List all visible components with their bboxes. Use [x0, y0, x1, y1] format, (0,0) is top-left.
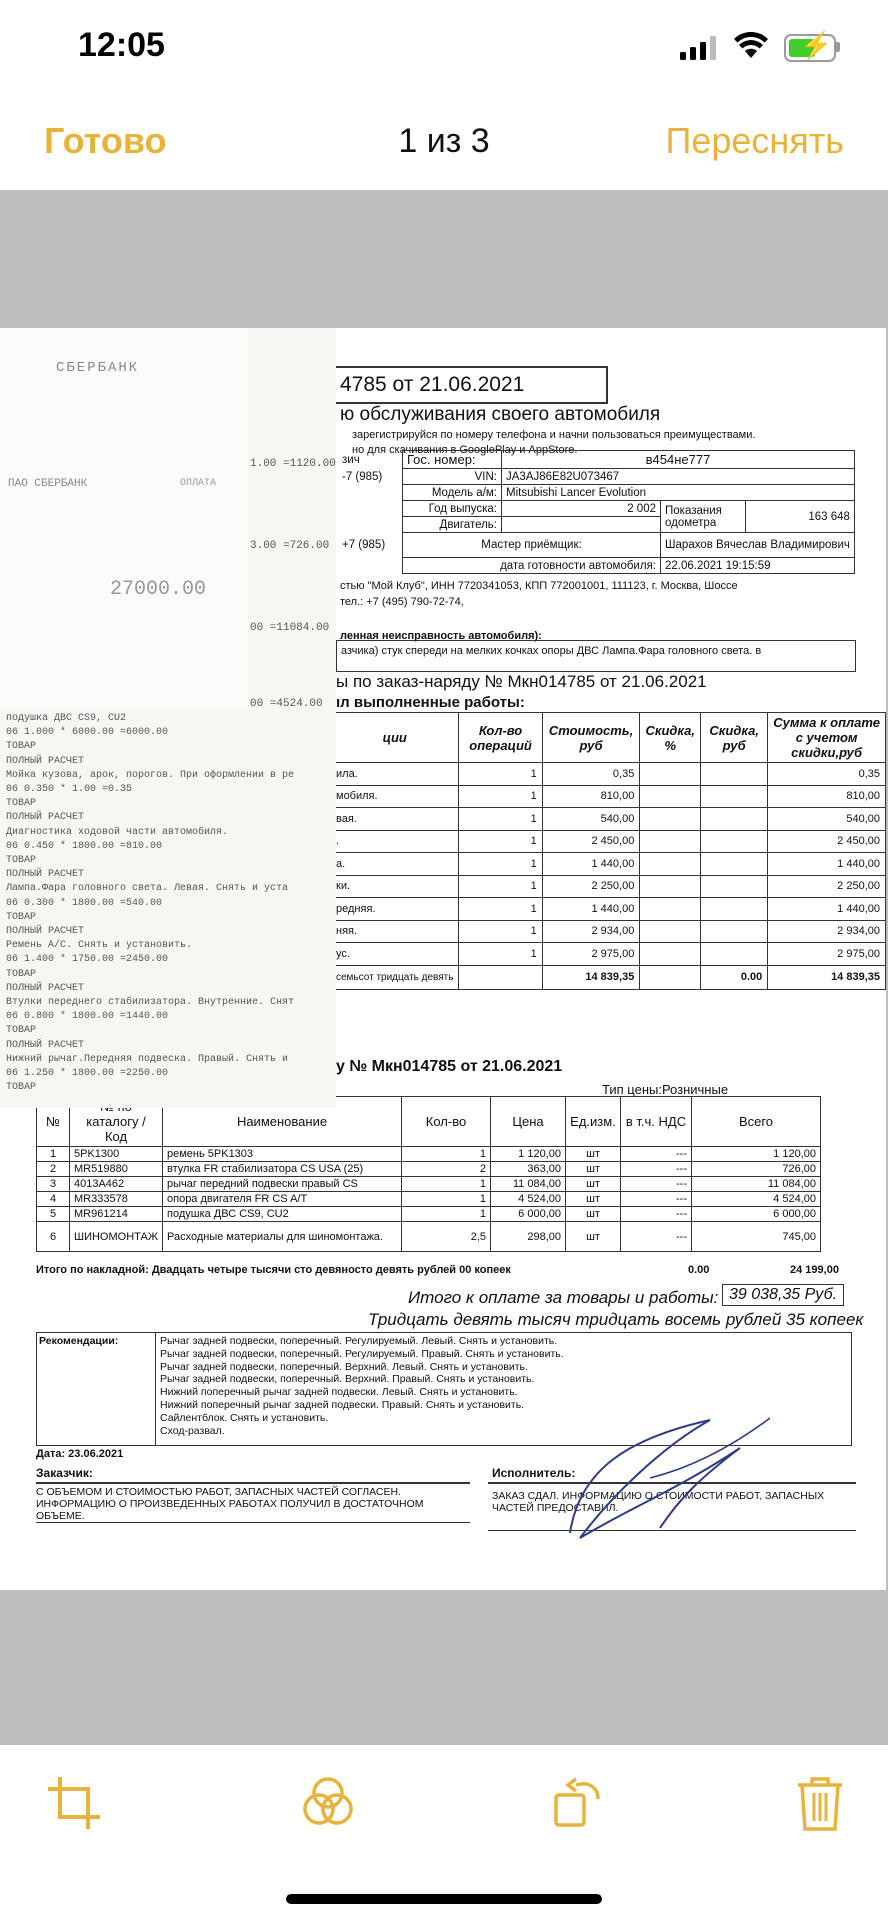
goods-cell: 11 084,00 — [491, 1177, 566, 1192]
receipt-line: ПОЛНЫЙ РАСЧЕТ — [6, 869, 85, 881]
goods-row — [37, 1177, 821, 1192]
model-value: Mitsubishi Lancer Evolution — [502, 485, 855, 501]
document-title: 4785 от 21.06.2021 — [332, 366, 608, 404]
goods-cell: 5PK1300 — [70, 1147, 163, 1162]
works-cell: 810,00 — [768, 785, 886, 808]
customer-text: С ОБЪЕМОМ И СТОИМОСТЬЮ РАБОТ, ЗАПАСНЫХ ЧАСТЕЙ СОГЛАСЕН. ИНФОРМАЦИЮ О ПРОИЗВЕДЕННЫХ РАБОТАХ ПОЛУЧИЛ В ДОСТАТОЧНОМ ОБЪЕМЕ. — [36, 1482, 470, 1523]
goods-cell: 1 — [402, 1192, 491, 1207]
battery-cap — [836, 42, 840, 52]
works-cell: 1 — [459, 853, 542, 876]
works-body — [331, 763, 886, 966]
works-cell — [701, 920, 768, 943]
ready-date-label: дата готовности автомобиля: — [403, 558, 661, 574]
receipt-line: 06 1.400 * 1750.00 =2450.00 — [6, 954, 169, 966]
works-cell: 2 450,00 — [542, 830, 640, 853]
works-cell: 1 440,00 — [542, 898, 640, 921]
filter-icon[interactable] — [298, 1773, 358, 1833]
ready-date-value: 22.06.2021 19:15:59 — [661, 558, 855, 574]
goods-cell: 6 000,00 — [491, 1207, 566, 1222]
goods-header: Всего — [692, 1097, 821, 1147]
recommendation-item: Сход-развал. — [160, 1424, 225, 1437]
goods-total-sum: 24 199,00 — [790, 1264, 839, 1276]
goods-cell: --- — [621, 1222, 692, 1252]
goods-cell: опора двигателя FR CS A/T — [163, 1192, 402, 1207]
goods-cell: 1 120,00 — [692, 1147, 821, 1162]
promo-line: но для скачивания в GooglePlay и AppStore. — [352, 444, 578, 456]
receipt-header — [0, 328, 248, 708]
goods-cell: 2 — [37, 1162, 70, 1177]
goods-cell: шт — [566, 1222, 621, 1252]
receipt-line: Ремень А/С. Снять и установить. — [6, 940, 193, 952]
works-cell: няя. — [331, 920, 459, 943]
receipt-line: ТОВАР — [6, 968, 37, 980]
receipt-line: ТОВАР — [6, 798, 37, 810]
receipt-line: Втулки переднего стабилизатора. Внутренние. Снят — [6, 997, 295, 1009]
works-cell — [640, 763, 701, 786]
model-label: Модель а/м: — [403, 485, 502, 501]
goods-cell: шт — [566, 1162, 621, 1177]
receipt-line: 06 0.300 * 1800.00 =540.00 — [6, 897, 163, 909]
works-cell: 2 934,00 — [542, 920, 640, 943]
goods-header: № — [37, 1097, 70, 1147]
charging-bolt-icon: ⚡ — [800, 30, 833, 60]
goods-header: Кол-во — [402, 1097, 491, 1147]
phone-fragment: +7 (985) — [342, 539, 386, 551]
signature — [540, 1408, 780, 1548]
works-cell — [701, 875, 768, 898]
goods-cell: 745,00 — [692, 1222, 821, 1252]
works-cell: 1 — [459, 943, 542, 966]
works-cell — [701, 853, 768, 876]
retake-button[interactable]: Переснять — [665, 120, 844, 161]
goods-cell: 4 — [37, 1192, 70, 1207]
done-button[interactable]: Готово — [44, 120, 167, 161]
odometer-label: Показания одометра — [661, 501, 746, 533]
receipt-line: ТОВАР — [6, 741, 37, 753]
works-cell: 1 440,00 — [768, 853, 886, 876]
recommendation-item: Рычаг задней подвески, поперечный. Верхний. Левый. Снять и установить. — [160, 1360, 528, 1373]
goods-cell: шт — [566, 1192, 621, 1207]
works-cell: 0,35 — [768, 763, 886, 786]
recommendation-item: Рычаг задней подвески, поперечный. Верхний. Правый. Снять и установить. — [160, 1373, 535, 1386]
goods-total-label: Итого по накладной: Двадцать четыре тысячи сто девяносто девять рублей 00 копеек — [36, 1264, 511, 1276]
engine-label: Двигатель: — [403, 517, 502, 533]
receipt-line: 06 1.000 * 6000.00 =6000.00 — [6, 727, 169, 739]
plate-label: Гос. номер: — [403, 451, 502, 469]
works-cell: 1 — [459, 898, 542, 921]
works-cell: редняя. — [331, 898, 459, 921]
works-cell — [640, 943, 701, 966]
works-cell: 2 250,00 — [768, 875, 886, 898]
receipt-line: Диагностика ходовой части автомобиля. — [6, 826, 229, 838]
recommendation-item: Сайлентблок. Снять и установить. — [160, 1411, 329, 1424]
goods-cell: подушка ДВС CS9, CU2 — [163, 1207, 402, 1222]
receipt-line: подушка ДВС CS9, CU2 — [6, 713, 127, 724]
goods-cell: 11 084,00 — [692, 1177, 821, 1192]
price-type: Тип цены:Розничные — [602, 1082, 729, 1097]
works-cell: 2 934,00 — [768, 920, 886, 943]
goods-cell: --- — [621, 1192, 692, 1207]
receipt-line: ПОЛНЫЙ РАСЧЕТ — [6, 812, 85, 824]
works-cell — [701, 898, 768, 921]
works-cell: 540,00 — [542, 808, 640, 831]
plate-value: в454не777 — [502, 451, 855, 469]
client-fragment: зич — [342, 453, 360, 466]
goods-cell: шт — [566, 1147, 621, 1162]
goods-table — [36, 1096, 821, 1252]
goods-cell: 5 — [37, 1207, 70, 1222]
grand-total-value: 39 038,35 Руб. — [722, 1284, 844, 1306]
navigation-bar — [0, 100, 888, 190]
works-cell — [640, 830, 701, 853]
receipt-line: Мойка кузова, арок, порогов. При оформлении в ре — [6, 769, 295, 781]
receipt-lines — [6, 712, 294, 1095]
goods-row — [37, 1207, 821, 1222]
receipt-line: ПОЛНЫЙ РАСЧЕТ — [6, 926, 85, 938]
company-line: стью "Мой Клуб", ИНН 7720341053, КПП 772001001, 111123, г. Москва, Шоссе — [340, 580, 738, 592]
phone-fragment: -7 (985) — [342, 470, 383, 483]
document-subtitle: ю обслуживания своего автомобиля — [340, 404, 661, 425]
works-row — [331, 898, 886, 921]
works-cell: 1 — [459, 920, 542, 943]
works-cell: 810,00 — [542, 785, 640, 808]
goods-header: Наименование — [163, 1097, 402, 1147]
works-total-label: семьсот тридцать девять — [331, 965, 459, 989]
works-cell: ила. — [331, 763, 459, 786]
goods-cell: втулка FR стабилизатора CS USA (25) — [163, 1162, 402, 1177]
goods-cell: --- — [621, 1147, 692, 1162]
goods-cell: 298,00 — [491, 1222, 566, 1252]
cellular-signal-icon — [680, 36, 720, 60]
receipt-line: 06 0.450 * 1800.00 =810.00 — [6, 840, 163, 852]
goods-row — [37, 1147, 821, 1162]
executor-label: Исполнитель: — [492, 1466, 576, 1480]
works-cell — [701, 785, 768, 808]
receipt-line: ТОВАР — [6, 911, 37, 923]
works-row — [331, 763, 886, 786]
works-cell: 1 440,00 — [768, 898, 886, 921]
works-row — [331, 830, 886, 853]
goods-cell: шт — [566, 1177, 621, 1192]
goods-cell: 6 000,00 — [692, 1207, 821, 1222]
works-row — [331, 785, 886, 808]
recommendation-item: Нижний поперечный рычаг задней подвески. Правый. Снять и установить. — [160, 1398, 525, 1411]
works-cell — [701, 808, 768, 831]
wifi-icon — [733, 32, 769, 60]
goods-cell: 4 524,00 — [692, 1192, 821, 1207]
goods-header: в т.ч. НДС — [621, 1097, 692, 1147]
works-cell: 2 250,00 — [542, 875, 640, 898]
receipt-line: ТОВАР — [6, 855, 37, 867]
recommendation-item: Рычаг задней подвески, поперечный. Регулируемый. Правый. Снять и установить. — [160, 1347, 564, 1360]
company-phone: тел.: +7 (495) 790-72-74, — [340, 596, 464, 608]
goods-cell: ремень 5PK1303 — [163, 1147, 402, 1162]
crop-icon[interactable] — [44, 1773, 104, 1833]
receipt-line: Нижний рычаг.Передняя подвеска. Правый. Снять и — [6, 1053, 289, 1065]
works-cell — [701, 763, 768, 786]
receipt-line: ТОВАР — [6, 1082, 37, 1094]
goods-row — [37, 1222, 821, 1252]
works-cell: . — [331, 830, 459, 853]
status-time: 12:05 — [78, 26, 165, 64]
goods-cell: 1 — [37, 1147, 70, 1162]
works-cell: 540,00 — [768, 808, 886, 831]
goods-cell: --- — [621, 1207, 692, 1222]
receipt-line: ТОВАР — [6, 1025, 37, 1037]
goods-cell: 1 — [402, 1177, 491, 1192]
recommendations-list — [155, 1333, 568, 1445]
status-bar — [0, 0, 888, 100]
goods-cell: MR961214 — [70, 1207, 163, 1222]
works-header: Кол-во операций — [459, 713, 542, 763]
receipt-side-value: 00 =11084.00 — [250, 622, 330, 634]
works-cell: 1 — [459, 808, 542, 831]
works-cell: 1 — [459, 830, 542, 853]
fault-label: ленная неисправность автомобиля): — [340, 630, 542, 642]
page-counter: 1 из 3 — [398, 122, 490, 160]
works-cell — [640, 898, 701, 921]
goods-cell: 3 — [37, 1177, 70, 1192]
goods-cell: MR519880 — [70, 1162, 163, 1177]
cash-receipt — [0, 328, 336, 1108]
receipt-line: ПОЛНЫЙ РАСЧЕТ — [6, 1039, 85, 1051]
works-cell: 2 975,00 — [542, 943, 640, 966]
works-table — [330, 712, 886, 990]
receipt-line: ПОЛНЫЙ РАСЧЕТ — [6, 755, 85, 767]
receipt-side-value: 1.00 =1120.00 — [250, 458, 336, 470]
goods-header: Цена — [491, 1097, 566, 1147]
receipt-line: Лампа.Фара головного света. Левая. Снять и уста — [6, 883, 289, 895]
receipt-paid: ОПЛАТА — [180, 478, 217, 489]
works-heading: ıл выполненные работы: — [336, 694, 525, 711]
works-cell: а. — [331, 853, 459, 876]
recommendation-item: Рычаг задней подвески, поперечный. Регулируемый. Левый. Снять и установить. — [160, 1335, 558, 1347]
goods-cell: MR333578 — [70, 1192, 163, 1207]
works-row — [331, 943, 886, 966]
receipt-store: ПАО СБЕРБАНК — [8, 478, 88, 490]
customer-label: Заказчик: — [36, 1466, 93, 1480]
works-cell — [640, 920, 701, 943]
vin-value: JA3AJ86E82U073467 — [502, 469, 855, 485]
works-cell: мобиля. — [331, 785, 459, 808]
goods-total-vat: 0.00 — [688, 1264, 710, 1276]
works-header: Сумма к оплате с учетом скидки,руб — [768, 713, 886, 763]
master-value: Шарахов Вячеслав Владимирович — [661, 533, 855, 558]
goods-row — [37, 1162, 821, 1177]
goods-cell: 2 — [402, 1162, 491, 1177]
works-cell: вая. — [331, 808, 459, 831]
receipt-amount: 27000.00 — [110, 578, 207, 601]
fault-text: азчика) стук спереди на мелких кочках опоры ДВС Лампа.Фара головного света. в — [336, 640, 856, 672]
grand-total-words: Тридцать девять тысяч тридцать восемь рублей 35 копеек — [368, 1310, 864, 1329]
works-cell — [640, 875, 701, 898]
works-cell: 2 450,00 — [768, 830, 886, 853]
works-cell — [701, 830, 768, 853]
goods-cell: 363,00 — [491, 1162, 566, 1177]
vin-label: VIN: — [403, 469, 502, 485]
odometer-value: 163 648 — [746, 501, 855, 533]
goods-cell: ШИНОМОНТАЖ — [70, 1222, 163, 1252]
goods-cell: 4 524,00 — [491, 1192, 566, 1207]
works-cell: 1 — [459, 763, 542, 786]
goods-cell: 1 120,00 — [491, 1147, 566, 1162]
works-header: Скидка, % — [640, 713, 701, 763]
works-header: ции — [331, 713, 459, 763]
grand-total-label: Итого к оплате за товары и работы: — [408, 1288, 719, 1307]
works-total-cost: 14 839,35 — [542, 965, 640, 989]
goods-heading: у № Мкн014785 от 21.06.2021 — [336, 1058, 563, 1075]
rotate-icon[interactable] — [548, 1773, 608, 1833]
works-row — [331, 920, 886, 943]
goods-cell: --- — [621, 1177, 692, 1192]
goods-row — [37, 1192, 821, 1207]
goods-cell: рычаг передний подвески правый CS — [163, 1177, 402, 1192]
order-line: ы по заказ-наряду № Мкн014785 от 21.06.2021 — [336, 672, 707, 691]
works-total-discount: 0.00 — [701, 965, 768, 989]
trash-icon[interactable] — [790, 1773, 850, 1833]
promo-line: зарегистрируйся по номеру телефона и начни пользоваться преимуществами. — [352, 429, 756, 441]
works-cell: 0,35 — [542, 763, 640, 786]
works-header: Стоимость, руб — [542, 713, 640, 763]
scan-viewer[interactable] — [0, 190, 888, 1745]
works-cell — [701, 943, 768, 966]
works-row — [331, 875, 886, 898]
works-cell — [640, 785, 701, 808]
document-date: Дата: 23.06.2021 — [36, 1448, 124, 1460]
works-cell: 1 — [459, 875, 542, 898]
goods-body — [37, 1147, 821, 1252]
works-total-sum: 14 839,35 — [768, 965, 886, 989]
goods-cell: 2,5 — [402, 1222, 491, 1252]
goods-cell: шт — [566, 1207, 621, 1222]
goods-cell: 6 — [37, 1222, 70, 1252]
year-value: 2 002 — [502, 501, 661, 517]
executor-text: ЗАКАЗ СДАЛ. ИНФОРМАЦИЮ О СТОИМОСТИ РАБОТ, ЗАПАСНЫХ ЧАСТЕЙ ПРЕДОСТАВИЛ. — [488, 1482, 856, 1531]
receipt-line: ПОЛНЫЙ РАСЧЕТ — [6, 982, 85, 994]
receipt-line: 06 0.800 * 1800.00 =1440.00 — [6, 1011, 169, 1023]
receipt-side-value: 3.00 =726.00 — [250, 540, 330, 552]
master-label: Мастер приёмщик: — [403, 533, 661, 558]
works-row — [331, 853, 886, 876]
year-label: Год выпуска: — [403, 501, 502, 517]
goods-cell: --- — [621, 1162, 692, 1177]
works-cell: 1 — [459, 785, 542, 808]
recommendation-item: Нижний поперечный рычаг задней подвески. Левый. Снять и установить. — [160, 1386, 518, 1399]
works-cell — [640, 853, 701, 876]
works-header: Скидка, руб — [701, 713, 768, 763]
works-cell: ки. — [331, 875, 459, 898]
goods-cell: 726,00 — [692, 1162, 821, 1177]
receipt-bank: СБЕРБАНК — [56, 360, 140, 376]
goods-cell: Расходные материалы для шиномонтажа. — [163, 1222, 402, 1252]
works-cell: 2 975,00 — [768, 943, 886, 966]
works-cell — [640, 808, 701, 831]
vehicle-info-table — [338, 450, 855, 574]
goods-header: каталогу / Код — [70, 1097, 163, 1147]
goods-cell: 4013A462 — [70, 1177, 163, 1192]
goods-header: Ед.изм. — [566, 1097, 621, 1147]
goods-cell: 1 — [402, 1147, 491, 1162]
works-cell: 1 440,00 — [542, 853, 640, 876]
goods-cell: 1 — [402, 1207, 491, 1222]
receipt-line: 06 1.250 * 1800.00 =2250.00 — [6, 1068, 169, 1080]
recommendations-label: Рекомендации: — [39, 1335, 119, 1347]
receipt-side-value: 00 =4524.00 — [250, 698, 323, 710]
home-indicator[interactable] — [286, 1894, 602, 1904]
receipt-line: 06 0.350 * 1.00 =0.35 — [6, 784, 133, 796]
works-cell: ус. — [331, 943, 459, 966]
works-row — [331, 808, 886, 831]
